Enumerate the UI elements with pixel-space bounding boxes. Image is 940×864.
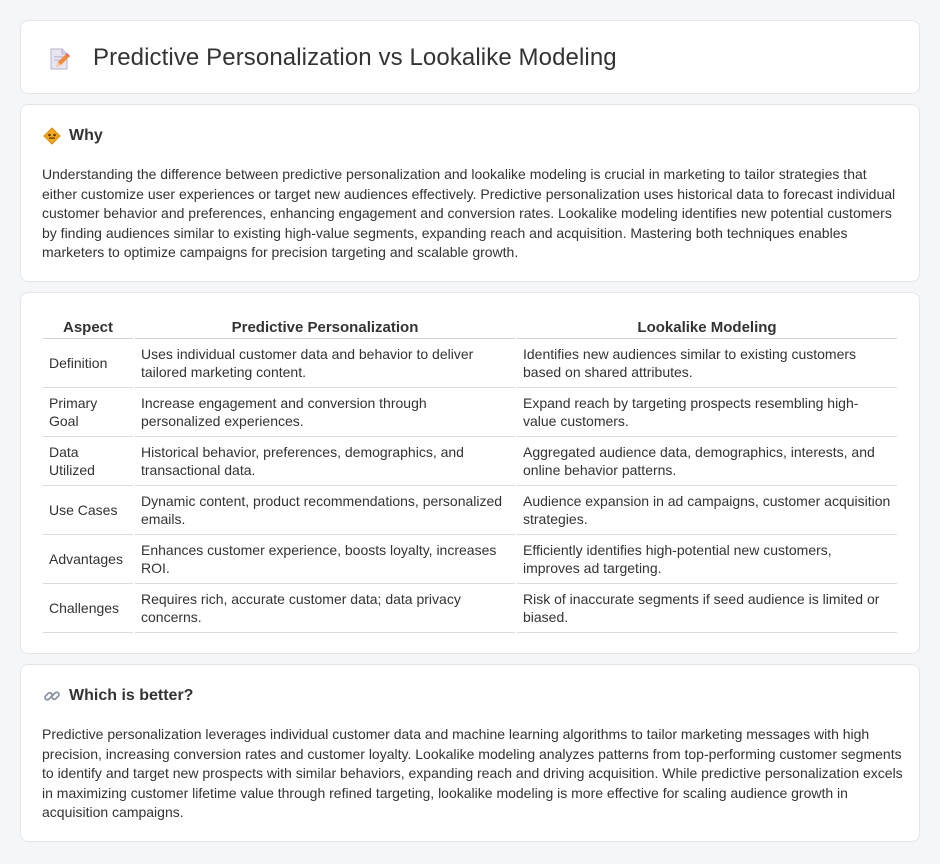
cell-lookalike-modeling: Audience expansion in ad campaigns, customer acquisition strategies. [517, 486, 897, 535]
cell-predictive-personalization: Historical behavior, preferences, demographics, and transactional data. [135, 437, 515, 486]
cell-predictive-personalization: Uses individual customer data and behavior to deliver tailored marketing content. [135, 339, 515, 388]
title-card [20, 20, 920, 94]
cell-aspect: Data Utilized [43, 437, 133, 486]
cell-lookalike-modeling: Identifies new audiences similar to existing customers based on shared attributes. [517, 339, 897, 388]
diamond-sign-icon [43, 127, 61, 145]
better-header [43, 687, 193, 705]
cell-predictive-personalization: Requires rich, accurate customer data; data privacy concerns. [135, 584, 515, 633]
cell-aspect: Definition [43, 339, 133, 388]
header-aspect: Aspect [43, 313, 133, 339]
which-is-better-section [20, 664, 920, 842]
why-body: Understanding the difference between predictive personalization and lookalike modeling is crucial in marketing to tailor strategies that either customize user experiences or target new audiences effectively. Predictive personalization uses historical data to forecast individual customer behavior and preferences, enhancing engagement and conversion rates. Lookalike modeling identifies new potential customers by finding audiences similar to existing high-value segments, expanding reach and acquisition. Mastering both techniques enables marketers to optimize campaigns for precision targeting and scalable growth. [42, 166, 896, 261]
cell-lookalike-modeling: Expand reach by targeting prospects resembling high-value customers. [517, 388, 897, 437]
cell-predictive-personalization: Increase engagement and conversion through personalized experiences. [135, 388, 515, 437]
cell-aspect: Advantages [43, 535, 133, 584]
document-pencil-icon [47, 47, 71, 71]
cell-predictive-personalization: Enhances customer experience, boosts loyalty, increases ROI. [135, 535, 515, 584]
table-row [43, 437, 897, 486]
why-section [20, 104, 920, 282]
comparison-table-card [20, 292, 920, 654]
cell-lookalike-modeling: Efficiently identifies high-potential new customers, improves ad targeting. [517, 535, 897, 584]
cell-lookalike-modeling: Aggregated audience data, demographics, interests, and online behavior patterns. [517, 437, 897, 486]
table-row [43, 535, 897, 584]
cell-aspect: Primary Goal [43, 388, 133, 437]
cell-aspect: Challenges [43, 584, 133, 633]
why-heading: Why [69, 127, 103, 144]
table-row [43, 388, 897, 437]
better-heading: Which is better? [69, 687, 194, 704]
table-header-row [43, 313, 897, 339]
better-body: Predictive personalization leverages individual customer data and machine learning algorithms to tailor marketing messages with high precision, increasing conversion rates and customer loyalty. Lookalike modeling analyzes patterns from top-performing customer segments to identify and target new prospects with similar behaviors, expanding reach and driving acquisition. While predictive personalization excels in maximizing customer lifetime value through refined targeting, lookalike modeling is more effective for scaling audience growth in acquisition campaigns. [42, 726, 903, 821]
header-lookalike-modeling: Lookalike Modeling [517, 313, 897, 339]
cell-aspect: Use Cases [43, 486, 133, 535]
header-predictive-personalization: Predictive Personalization [135, 313, 515, 339]
comparison-table [41, 313, 899, 633]
table-row [43, 339, 897, 388]
why-header [43, 127, 103, 145]
cell-lookalike-modeling: Risk of inaccurate segments if seed audience is limited or biased. [517, 584, 897, 633]
cell-predictive-personalization: Dynamic content, product recommendations, personalized emails. [135, 486, 515, 535]
page-title: Predictive Personalization vs Lookalike Modeling [93, 44, 617, 71]
table-row [43, 584, 897, 633]
link-icon [43, 687, 61, 705]
table-row [43, 486, 897, 535]
